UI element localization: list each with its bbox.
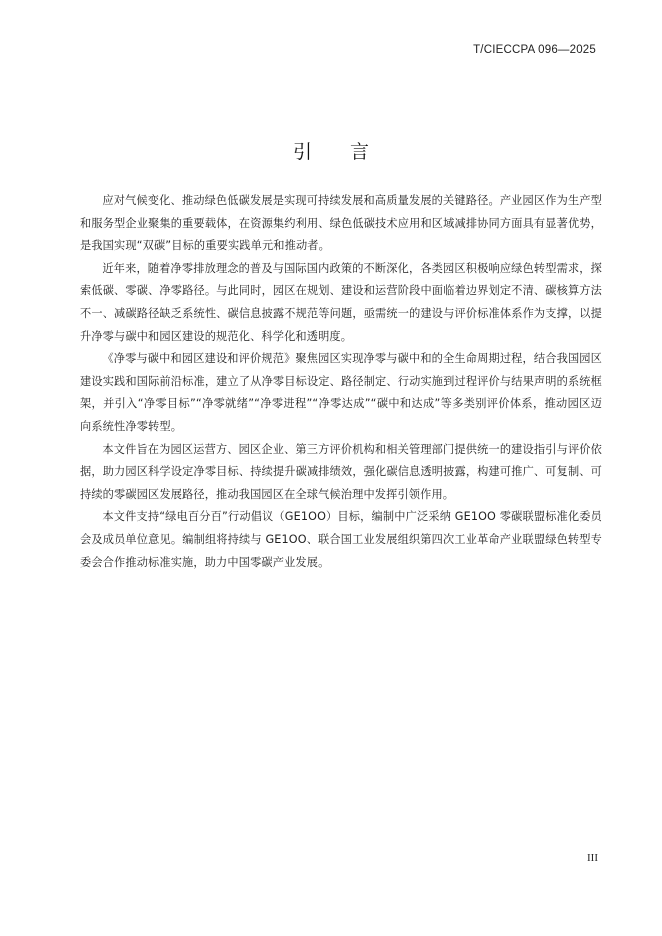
paragraph: 《净零与碳中和园区建设和评价规范》聚焦园区实现净零与碳中和的全生命周期过程，结合我国园区建设实践和国际前沿标准，建立了从净零目标设定、路径制定、行动实施到过程评价与结果声明的系统框架，并引入“净零目标”“净零就绪”“净零进程”“净零达成”“碳中和达成”等多类别评价体系，推动园区迈向系统性净零转型。 xyxy=(80,352,602,433)
title-char: 言 xyxy=(350,141,370,163)
paragraph: 近年来，随着净零排放理念的普及与国际国内政策的不断深化，各类园区积极响应绿色转型需求，探索低碳、零碳、净零路径。与此同时，园区在规划、建设和运营阶段中面临着边界划定不清、碳核算方法不一、减碳路径缺乏系统性、碳信息披露不规范等问题，亟需统一的建设与评价标准体系作为支撑，以提升净零与碳中和园区建设的规范化、科学化和透明度。 xyxy=(80,261,602,343)
title-char: 引 xyxy=(292,141,312,163)
paragraph: 本文件支持“绿电百分百”行动倡议（GE1OO）目标，编制中广泛采纳 GE1OO 零碳联盟标准化委员会及成员单位意见。编制组将持续与 GE1OO、联合国工业发展组织第四次工业革命产业联盟绿色转型专委会合作推动标准实施，助力中国零碳产业发展。 xyxy=(80,510,602,569)
paragraph: 本文件旨在为园区运营方、园区企业、第三方评价机构和相关管理部门提供统一的建设指引与评价依据，助力园区科学设定净零目标、持续提升碳减排绩效，强化碳信息透明披露，构建可推广、可复制、可持续的零碳园区发展路径，推动我国园区在全球气候治理中发挥引领作用。 xyxy=(80,442,602,501)
page-number: III xyxy=(587,852,598,864)
introduction-body xyxy=(80,190,602,574)
document-code: T/CIECCPA 096—2025 xyxy=(473,44,596,56)
page-title xyxy=(0,137,662,164)
paragraph: 应对气候变化、推动绿色低碳发展是实现可持续发展和高质量发展的关键路径。产业园区作为生产型和服务型企业聚集的重要载体，在资源集约利用、绿色低碳技术应用和区域减排协同方面具有显著优势，是我国实现“双碳”目标的重要实践单元和推动者。 xyxy=(80,194,602,253)
